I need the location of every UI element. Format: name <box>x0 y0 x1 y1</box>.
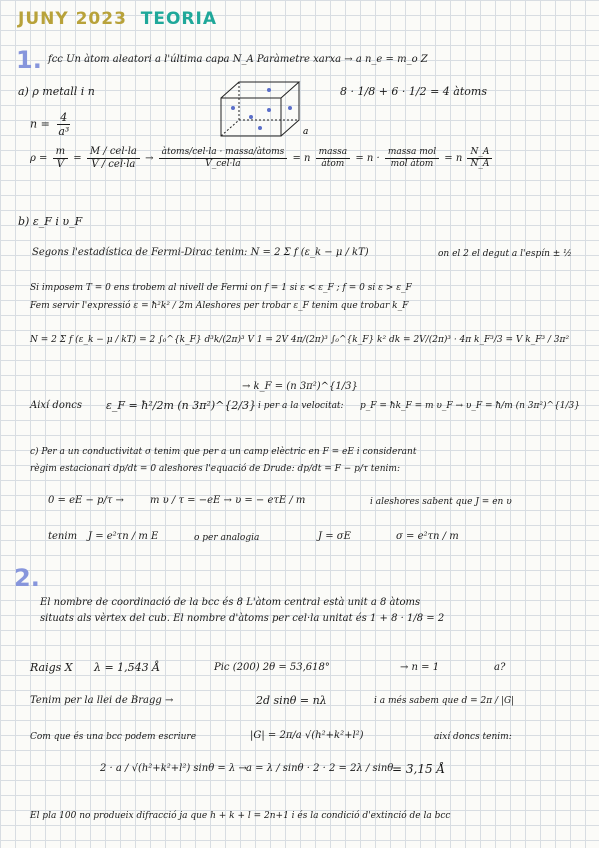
atoms-per-cell-eq: 8 · 1/8 + 6 · 1/2 = 4 àtoms <box>340 85 487 98</box>
rho-frac-3 <box>159 148 288 169</box>
title-date: JUNY 2023 <box>18 9 127 29</box>
rho-f2-num: M / cel·la <box>87 147 140 159</box>
q1-sub-b: b) ε_F i υ_F <box>18 215 83 228</box>
rho-f3-num: àtoms/cel·la · massa/àtoms <box>159 148 288 159</box>
n-den: a³ <box>58 125 70 138</box>
rho-frac-4 <box>316 148 351 169</box>
rho-frac-6 <box>467 148 492 169</box>
rho-f4: = n <box>292 153 311 164</box>
rho-f3-den: V_cel·la <box>205 159 241 169</box>
rho-f2-den: V / cel·la <box>91 159 136 170</box>
title-topic: TEORIA <box>140 9 217 29</box>
bcc-line-1: El nombre de coordinació de la bcc és 8 L'àtom central està unit a 8 àtoms <box>40 597 421 608</box>
unknown-lattice-param: a? <box>494 662 506 673</box>
n-num: 4 <box>57 112 70 125</box>
q1-intro: fcc Un àtom aleatori a l'última capa N_A Paràmetre xarxa → a n_e = m_o Z <box>48 54 428 65</box>
q1-sub-c-line-2: règim estacionari dp/dt = 0 aleshores l'equació de Drude: dp/dt = F − p/τ tenim: <box>30 464 400 474</box>
fermi-velocity-eq: p_F = ħk_F = m υ_F → υ_F = ħ/m (n 3π²)^{1/3} <box>360 401 581 411</box>
extinction-line: El pla 100 no produeix difracció ja que h + k + l = 2n+1 i és la condició d'extinció de la bcc <box>30 811 451 821</box>
rho-frac-5 <box>385 148 439 169</box>
q1-sub-c-line-1: c) Per a un conductivitat σ tenim que per a un camp elèctric en F = eE i considerant <box>30 447 417 457</box>
drude-step-2: m υ / τ = −eE → υ = − eτE / m <box>150 495 306 506</box>
question-1-number: 1. <box>16 46 42 74</box>
current-density-eq: J = e²τn / m E <box>88 531 159 542</box>
rho-frac-1 <box>53 147 68 170</box>
number-density-eq <box>30 112 74 137</box>
density-eq: ρ = $\frac{m}{V}$ = $\frac{\text{M / cel·la}}{\text{V / cel·la}}$ → $\frac{\text{àtoms/cel·la · massa/àtoms}}{\text{V\_cel·la}}$ = n $\frac{\text{massa}}{\text{àtom}}$ = n · $\frac{\text{massa mol}}{\text{mol àtom}}$ = n $\frac{N\_A}{N\_A}$ <box>30 147 494 170</box>
lattice-calc-2: a = λ / sinθ · 2 · 2 = 2λ / sinθ <box>246 763 394 774</box>
rho-f4-den: àtom <box>321 159 345 169</box>
rho-f5-num: massa mol <box>385 148 439 159</box>
rho-f6-num: N_A <box>467 148 492 159</box>
fermi-energy-eq: ε_F = ħ²/2m (n 3π²)^{2/3} <box>106 399 257 412</box>
bragg-eq: 2d sinθ = nλ <box>256 694 327 707</box>
result-label: Així doncs <box>30 400 83 411</box>
rho-frac-2 <box>87 147 140 170</box>
velocity-note: i per a la velocitat: <box>258 401 344 411</box>
rho-f6: = n <box>444 153 463 164</box>
rho-f6-den: N_A <box>470 159 490 169</box>
fermi-dirac-note: on el 2 el degut a l'espín ± ½ <box>438 249 572 259</box>
question-2-number: 2. <box>14 564 40 592</box>
n-lhs: n = <box>30 117 50 131</box>
q1-sub-a: a) ρ metall i n <box>18 85 95 98</box>
ohm-law-eq: J = σE <box>318 531 351 542</box>
reciprocal-eq: |G| = 2π/a √(h²+k²+l²) <box>250 730 364 741</box>
xray-label: Raigs X <box>30 661 73 674</box>
rho-f5-den: mol àtom <box>390 159 434 169</box>
rho-lhs: ρ = <box>30 153 48 164</box>
reciprocal-note: així doncs tenim: <box>434 732 512 742</box>
diffraction-peak: Pic (200) 2θ = 53,618° <box>214 662 330 673</box>
fermi-wavevector-eq: → k_F = (n 3π²)^{1/3} <box>242 381 358 392</box>
fermi-dirac-line: Segons l'estadística de Fermi-Dirac tenim: N = 2 Σ f (ε_k − μ / kT) <box>32 247 369 258</box>
lattice-calc-1: 2 · a / √(h²+k²+l²) sinθ = λ → <box>100 763 247 774</box>
bragg-label: Tenim per la llei de Bragg → <box>30 695 174 706</box>
bcc-line-2: situats als vèrtex del cub. El nombre d'àtoms per cel·la unitat és 1 + 8 · 1/8 = 2 <box>40 613 445 624</box>
drude-note: i aleshores sabent que J = en υ <box>370 497 512 507</box>
reciprocal-label: Com que és una bcc podem escriure <box>30 732 197 742</box>
rho-f5: = n · <box>355 153 380 164</box>
lattice-result: = 3,15 Å <box>392 762 446 776</box>
analogy-label: o per analogia <box>194 533 260 543</box>
tenim-label: tenim <box>48 531 78 542</box>
fcc-cube-sketch <box>213 78 313 140</box>
zero-temp-line-1: Si imposem T = 0 ens trobem al nivell de Fermi on f = 1 si ε < ε_F ; f = 0 si ε > ε_F <box>30 283 412 293</box>
diffraction-order: → n = 1 <box>400 662 440 673</box>
page-title <box>18 9 217 29</box>
n-fraction <box>55 112 72 137</box>
rho-f1-den: V <box>56 159 64 170</box>
wavelength: λ = 1,543 Å <box>94 661 161 674</box>
conductivity-eq: σ = e²τn / m <box>396 531 459 542</box>
rho-f1-num: m <box>53 147 68 159</box>
bragg-note: i a més sabem que d = 2π / |G| <box>374 696 515 706</box>
integral-line: N = 2 Σ f (ε_k − μ / kT) = 2 ∫₀^{k_F} d³k/(2π)³ V 1 = 2V 4π/(2π)³ ∫₀^{k_F} k² dk = 2V/(2π)³ · 4π k_F³/3 = V k_F³ / 3π² <box>30 335 570 345</box>
rho-f4-num: massa <box>316 148 351 159</box>
drude-step-1: 0 = eE − p/τ → <box>48 495 124 506</box>
svg-text:a: a <box>303 127 309 137</box>
zero-temp-line-2: Fem servir l'expressió ε = ħ²k² / 2m Aleshores per trobar ε_F tenim que trobar k_F <box>30 301 409 311</box>
